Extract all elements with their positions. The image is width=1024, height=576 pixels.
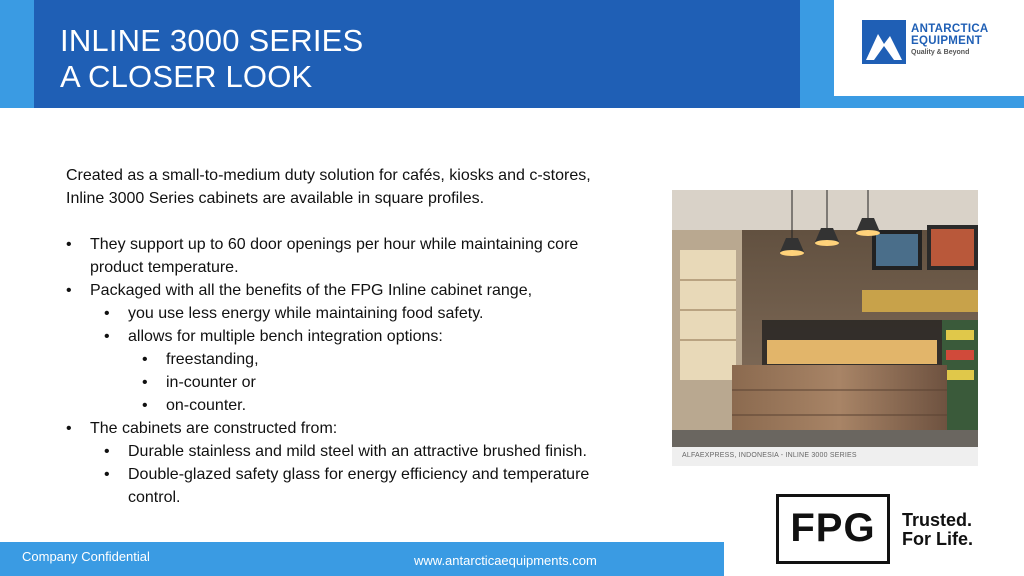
bullet-text: The cabinets are constructed from: [90, 420, 338, 437]
slogan-line-2: For Life. [902, 529, 973, 549]
bullet-text: in-counter or [166, 374, 256, 391]
slide-title-line-1: INLINE 3000 SERIES [60, 23, 364, 58]
bullet-marker: • [104, 328, 110, 345]
bullet-marker: • [104, 305, 110, 322]
bullet-marker: • [104, 466, 110, 483]
bullet-marker: • [66, 236, 72, 253]
footer-website-link[interactable]: www.antarcticaequipments.com [414, 553, 597, 568]
bullet-item [66, 325, 626, 348]
bullet-text: you use less energy while maintaining food safety. [128, 305, 484, 322]
bullet-item [66, 302, 626, 325]
bullet-text: freestanding, [166, 351, 259, 368]
body-content [66, 164, 626, 509]
fpg-slogan [902, 511, 973, 549]
bullet-item [66, 463, 626, 509]
bullet-text: allows for multiple bench integration options: [128, 328, 443, 345]
logo-name-line-2: EQUIPMENT [911, 35, 983, 47]
store-photo [672, 190, 978, 447]
photo-caption: ALFAEXPRESS, INDONESIA - INLINE 3000 SERIES [682, 452, 857, 459]
bullet-marker: • [142, 374, 148, 391]
bullet-text: Double-glazed safety glass for energy efficiency and temperature control. [128, 466, 590, 506]
bullet-marker: • [142, 397, 148, 414]
bullet-text: on-counter. [166, 397, 247, 414]
bullet-marker: • [142, 351, 148, 368]
bullet-item [66, 371, 626, 394]
slide-title-line-2: A CLOSER LOOK [60, 59, 313, 94]
logo-name [911, 23, 989, 47]
intro-paragraph: Created as a small-to-medium duty solution for cafés, kiosks and c-stores, Inline 3000 Series cabinets are available in square profiles. [66, 167, 591, 207]
bullet-item [66, 279, 626, 302]
footer-confidential: Company Confidential [22, 549, 150, 564]
bullet-item [66, 233, 626, 279]
logo-name-line-1: ANTARCTICA [911, 23, 989, 35]
bullet-list [66, 233, 626, 509]
bullet-marker: • [66, 282, 72, 299]
bullet-item [66, 417, 626, 440]
mountain-logo-icon [862, 20, 906, 64]
bullet-item [66, 440, 626, 463]
bullet-marker: • [66, 420, 72, 437]
bullet-marker: • [104, 443, 110, 460]
bullet-text: Packaged with all the benefits of the FPG Inline cabinet range, [90, 282, 533, 299]
bullet-item [66, 394, 626, 417]
bullet-text: Durable stainless and mild steel with an attractive brushed finish. [128, 443, 587, 460]
logo-tagline: Quality & Beyond [911, 49, 970, 56]
slogan-line-1: Trusted. [902, 510, 973, 530]
bullet-text: They support up to 60 door openings per hour while maintaining core product temperature. [90, 236, 579, 276]
fpg-logo-text: FPG [790, 506, 876, 550]
bullet-item [66, 348, 626, 371]
